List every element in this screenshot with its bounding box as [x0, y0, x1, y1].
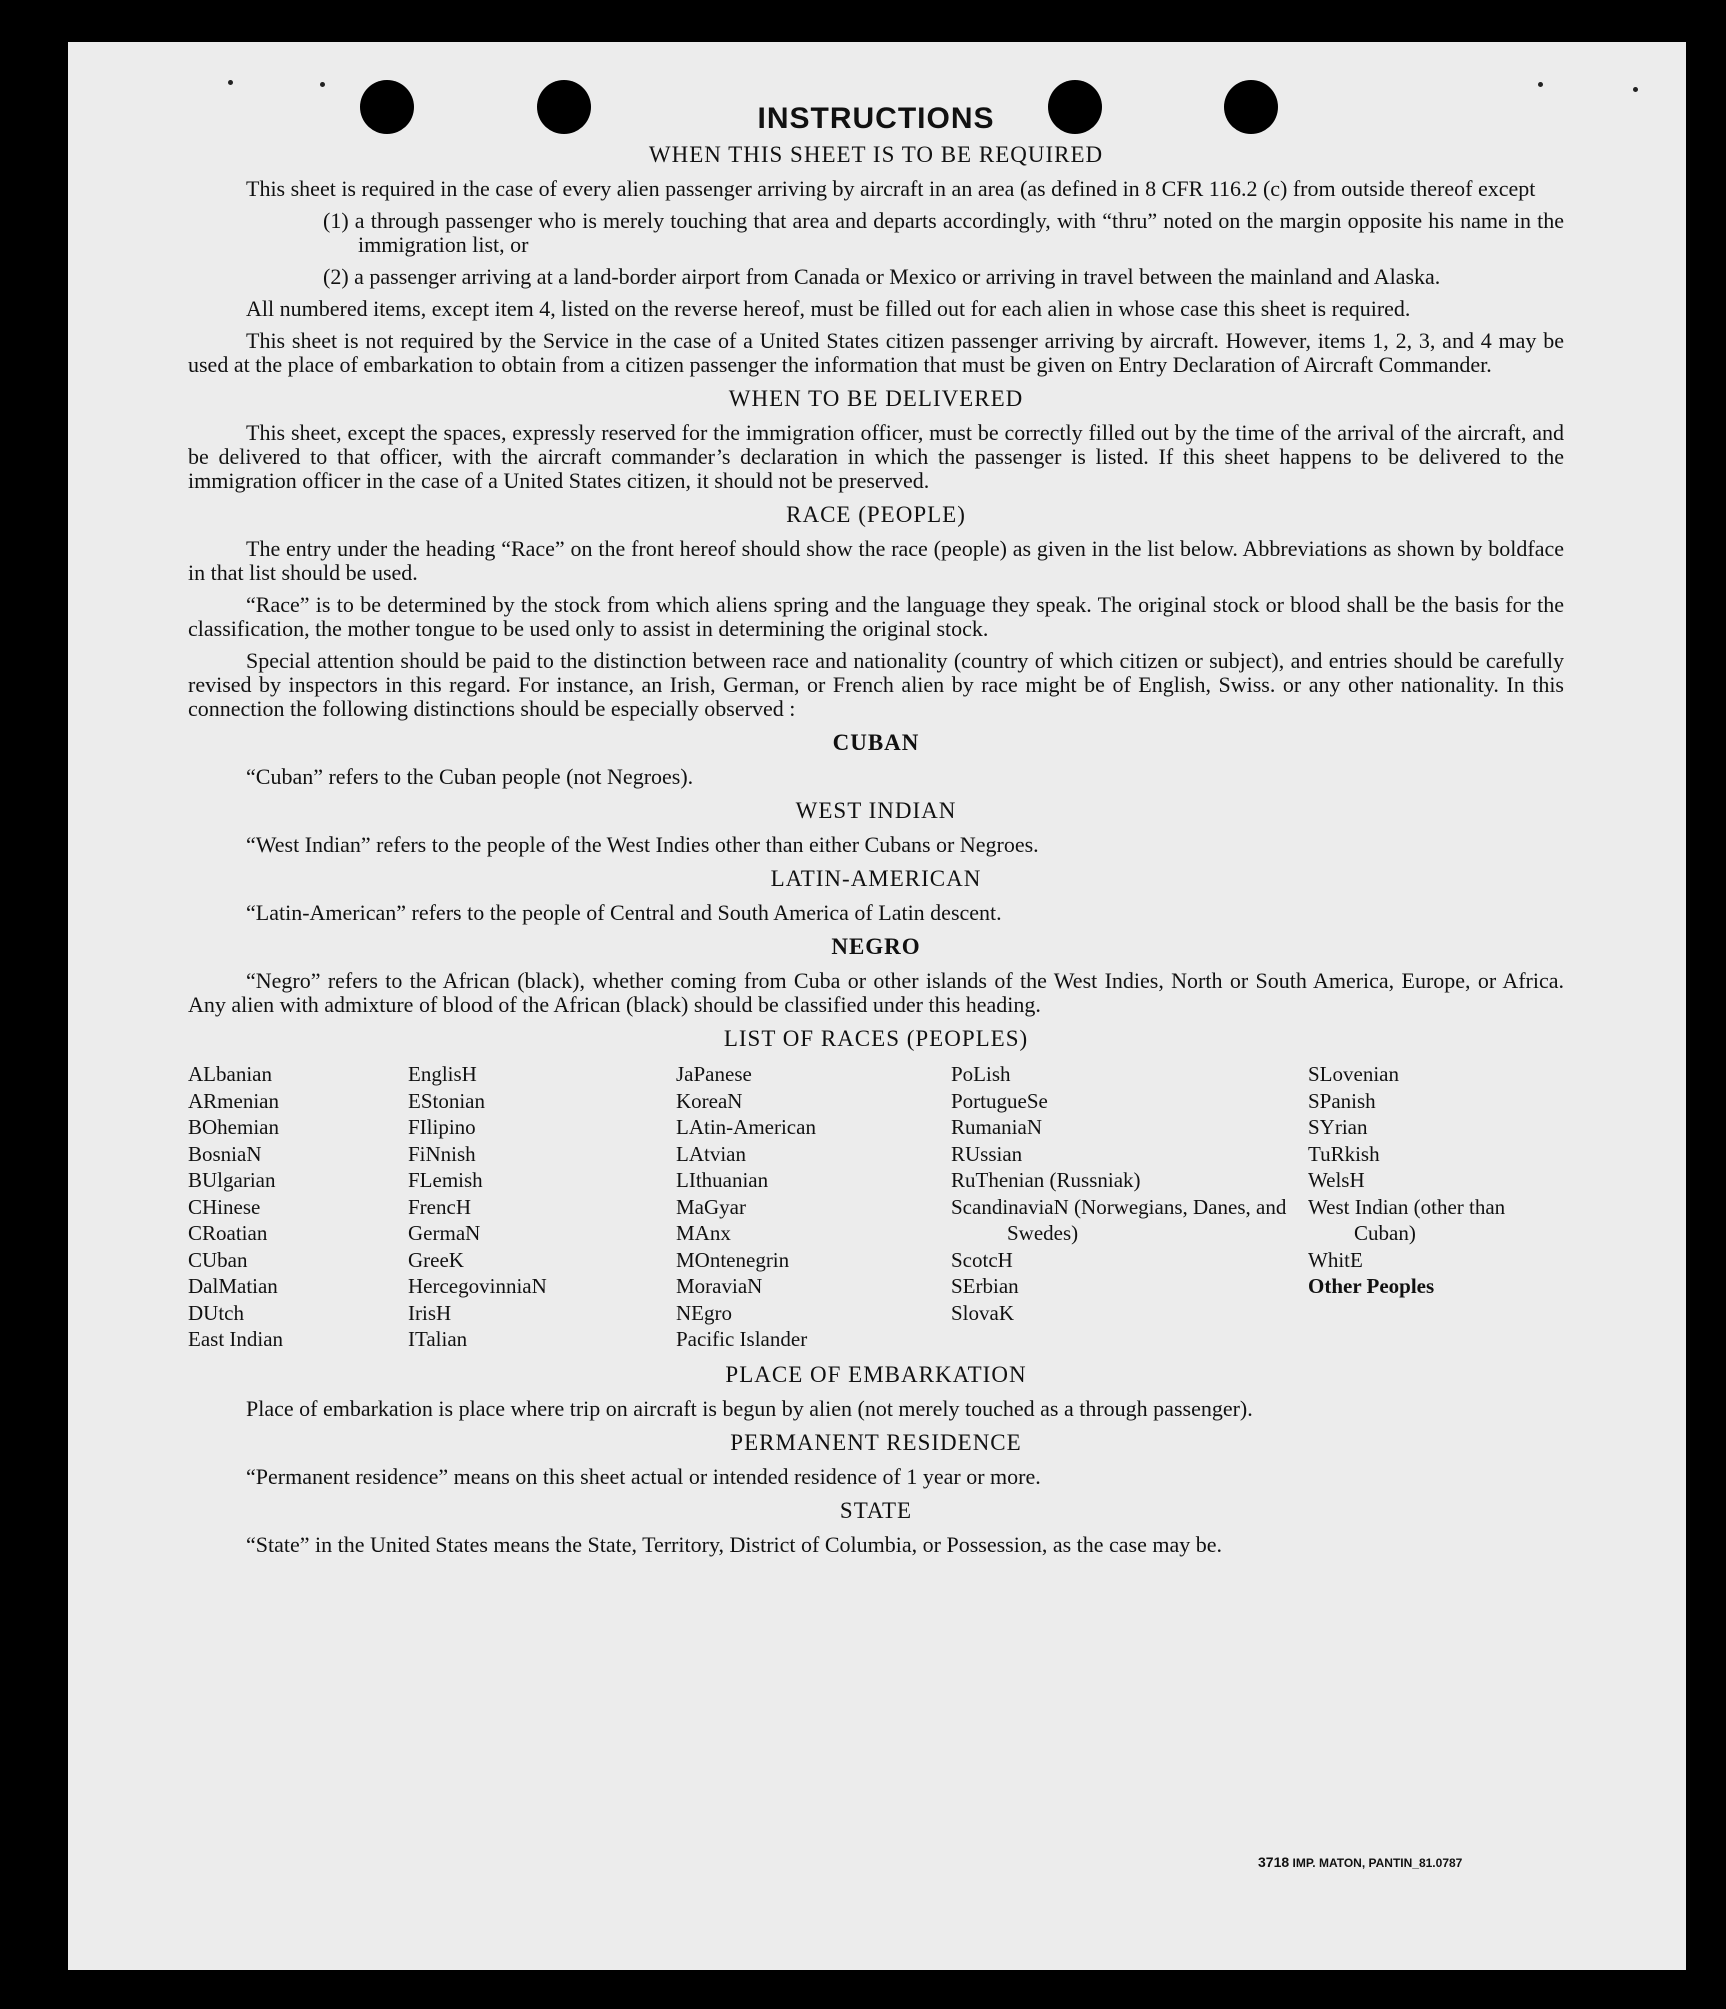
- section-heading-race: RACE (PEOPLE): [786, 502, 966, 527]
- race-item: ARmenian: [188, 1088, 279, 1113]
- section-heading-permanent-residence: PERMANENT RESIDENCE: [730, 1429, 1022, 1455]
- race-item: West Indian (other than Cuban): [1308, 1194, 1506, 1245]
- race-item: East Indian: [188, 1327, 284, 1351]
- race-item: EnglisH: [408, 1062, 477, 1086]
- race-item: Other Peoples: [1308, 1274, 1435, 1298]
- document-body: [188, 102, 1564, 1565]
- race-item: LIthuanian: [676, 1168, 769, 1192]
- race-item: KoreaN: [676, 1088, 743, 1113]
- speck: [1538, 82, 1543, 87]
- race-item: FIlipino: [408, 1115, 476, 1139]
- paragraph: This sheet is not required by the Service in the case of a United States citizen passenger arriving by aircraft. However, items 1, 2, 3, and 4 may be used at the place of embarkation to obtain from a citizen passenger the information that must be given on Entry Declaration of Aircraft Commander.: [188, 328, 1564, 377]
- race-item: JaPanese: [676, 1062, 752, 1086]
- race-item: MAnx: [676, 1221, 731, 1245]
- paragraph: “State” in the United States means the State, Territory, District of Columbia, or Possession, as the case may be.: [246, 1531, 1223, 1557]
- paragraph: The entry under the heading “Race” on the front hereof should show the race (people) as given in the list below. Abbreviations as shown by boldface in that list should be used.: [188, 536, 1564, 585]
- section-heading-place-of-embarkation: PLACE OF EMBARKATION: [725, 1361, 1027, 1387]
- section-heading-west-indian: WEST INDIAN: [795, 798, 957, 823]
- paragraph: “Cuban” refers to the Cuban people (not Negroes).: [246, 764, 694, 789]
- page-title: INSTRUCTIONS: [757, 102, 995, 135]
- race-item: MoraviaN: [676, 1274, 763, 1298]
- printer-footer: [1258, 1854, 1462, 1870]
- race-item: ITalian: [408, 1327, 468, 1351]
- race-item: ScandinaviaN (Norwegians, Danes, and Swedes): [951, 1194, 1287, 1245]
- race-item: PortugueSe: [951, 1088, 1048, 1113]
- races-column: [951, 1061, 1308, 1353]
- race-item: PoLish: [951, 1062, 1011, 1086]
- race-item: MOntenegrin: [676, 1247, 790, 1272]
- race-item: BUlgarian: [188, 1168, 276, 1192]
- section-heading-when-delivered: WHEN TO BE DELIVERED: [728, 386, 1024, 411]
- paragraph: All numbered items, except item 4, listed on the reverse hereof, must be filled out for each alien in whose case this sheet is required.: [246, 296, 1411, 321]
- paragraph: “Negro” refers to the African (black), whether coming from Cuba or other islands of the West Indies, North or South America, Europe, or Africa. Any alien with admixture of blood of the African (black) should be classified under this heading.: [188, 968, 1564, 1017]
- paragraph: This sheet is required in the case of every alien passenger arriving by aircraft in an area (as defined in 8 CFR 116.2 (c) from outside thereof except: [246, 176, 1536, 201]
- race-item: SlovaK: [951, 1300, 1014, 1325]
- section-heading-latin-american: LATIN-AMERICAN: [770, 866, 982, 891]
- printer-imprint: IMP. MATON, PANTIN_81.0787: [1292, 1856, 1463, 1870]
- race-item: SPanish: [1308, 1088, 1376, 1113]
- race-item: WelsH: [1308, 1168, 1365, 1192]
- races-column: [676, 1061, 951, 1353]
- speck: [320, 82, 325, 87]
- race-item: LAtin-American: [676, 1115, 816, 1139]
- section-heading-cuban: CUBAN: [832, 730, 920, 755]
- exception-item: (2) a passenger arriving at a land-border airport from Canada or Mexico or arriving in travel between the mainland and Alaska.: [323, 264, 1441, 289]
- race-item: GermaN: [408, 1221, 481, 1245]
- race-item: FiNnish: [408, 1141, 476, 1166]
- paragraph: Place of embarkation is place where trip on aircraft is begun by alien (not merely touched as a through passenger).: [246, 1395, 1253, 1421]
- race-item: BOhemian: [188, 1115, 279, 1139]
- paragraph: “Race” is to be determined by the stock from which aliens spring and the language they speak. The original stock or blood shall be the basis for the classification, the mother tongue to be used only to assist in determining the original stock.: [188, 592, 1564, 641]
- race-item: FLemish: [408, 1168, 483, 1192]
- section-heading-state: STATE: [839, 1497, 913, 1523]
- race-item: SLovenian: [1308, 1062, 1399, 1086]
- race-item: DalMatian: [188, 1274, 278, 1298]
- race-item: DUtch: [188, 1300, 244, 1325]
- section-heading-when-required: WHEN THIS SHEET IS TO BE REQUIRED: [648, 142, 1104, 167]
- race-item: RumaniaN: [951, 1115, 1042, 1139]
- race-item: IrisH: [408, 1300, 452, 1325]
- race-item: ScotcH: [951, 1247, 1013, 1272]
- race-item: SErbian: [951, 1274, 1019, 1298]
- race-item: CRoatian: [188, 1221, 268, 1245]
- race-item: LAtvian: [676, 1141, 746, 1166]
- race-item: RUssian: [951, 1141, 1023, 1166]
- race-item: EStonian: [408, 1088, 485, 1113]
- race-item: BosniaN: [188, 1141, 262, 1166]
- paragraph: “Permanent residence” means on this sheet actual or intended residence of 1 year or more.: [246, 1463, 1041, 1489]
- race-item: WhitE: [1308, 1247, 1363, 1272]
- race-item: GreeK: [408, 1247, 464, 1272]
- race-item: FrencH: [408, 1194, 471, 1219]
- race-item: CUban: [188, 1247, 248, 1272]
- race-item: CHinese: [188, 1194, 261, 1219]
- document-sheet: [68, 42, 1686, 1970]
- paragraph: This sheet, except the spaces, expressly reserved for the immigration officer, must be correctly filled out by the time of the arrival of the aircraft, and be delivered to that officer, with the aircraft commander’s declaration in which the passenger is listed. If this sheet happens to be delivered to the immigration officer in the case of a United States citizen, it should not be preserved.: [188, 420, 1564, 493]
- form-number: 3718: [1258, 1854, 1290, 1870]
- race-item: Pacific Islander: [676, 1327, 808, 1351]
- paragraph: “West Indian” refers to the people of the West Indies other than either Cubans or Negroes.: [246, 832, 1039, 857]
- race-item: RuThenian (Russniak): [951, 1168, 1141, 1192]
- races-column: [1308, 1061, 1564, 1353]
- speck: [1633, 87, 1638, 92]
- race-item: NEgro: [676, 1300, 732, 1325]
- race-item: TuRkish: [1308, 1141, 1380, 1166]
- races-list: [188, 1061, 1564, 1353]
- speck: [228, 80, 233, 85]
- section-heading-negro: NEGRO: [831, 934, 921, 959]
- race-item: MaGyar: [676, 1194, 746, 1219]
- exception-item: (1) a through passenger who is merely touching that area and departs accordingly, with “thru” noted on the margin opposite his name in the immigration list, or: [323, 208, 1564, 257]
- paragraph: Special attention should be paid to the distinction between race and nationality (country of which citizen or subject), and entries should be carefully revised by inspectors in this regard. For instance, an Irish, German, or French alien by race might be of English, Swiss. or any other nationality. In this connection the following distinctions should be especially observed :: [188, 648, 1564, 721]
- races-column: [188, 1061, 408, 1353]
- section-heading-list-of-races: LIST OF RACES (PEOPLES): [723, 1026, 1029, 1051]
- race-item: HercegovinniaN: [408, 1274, 547, 1298]
- paragraph: “Latin-American” refers to the people of Central and South America of Latin descent.: [246, 900, 1002, 925]
- race-item: SYrian: [1308, 1115, 1368, 1139]
- race-item: ALbanian: [188, 1062, 272, 1086]
- races-column: [408, 1061, 676, 1353]
